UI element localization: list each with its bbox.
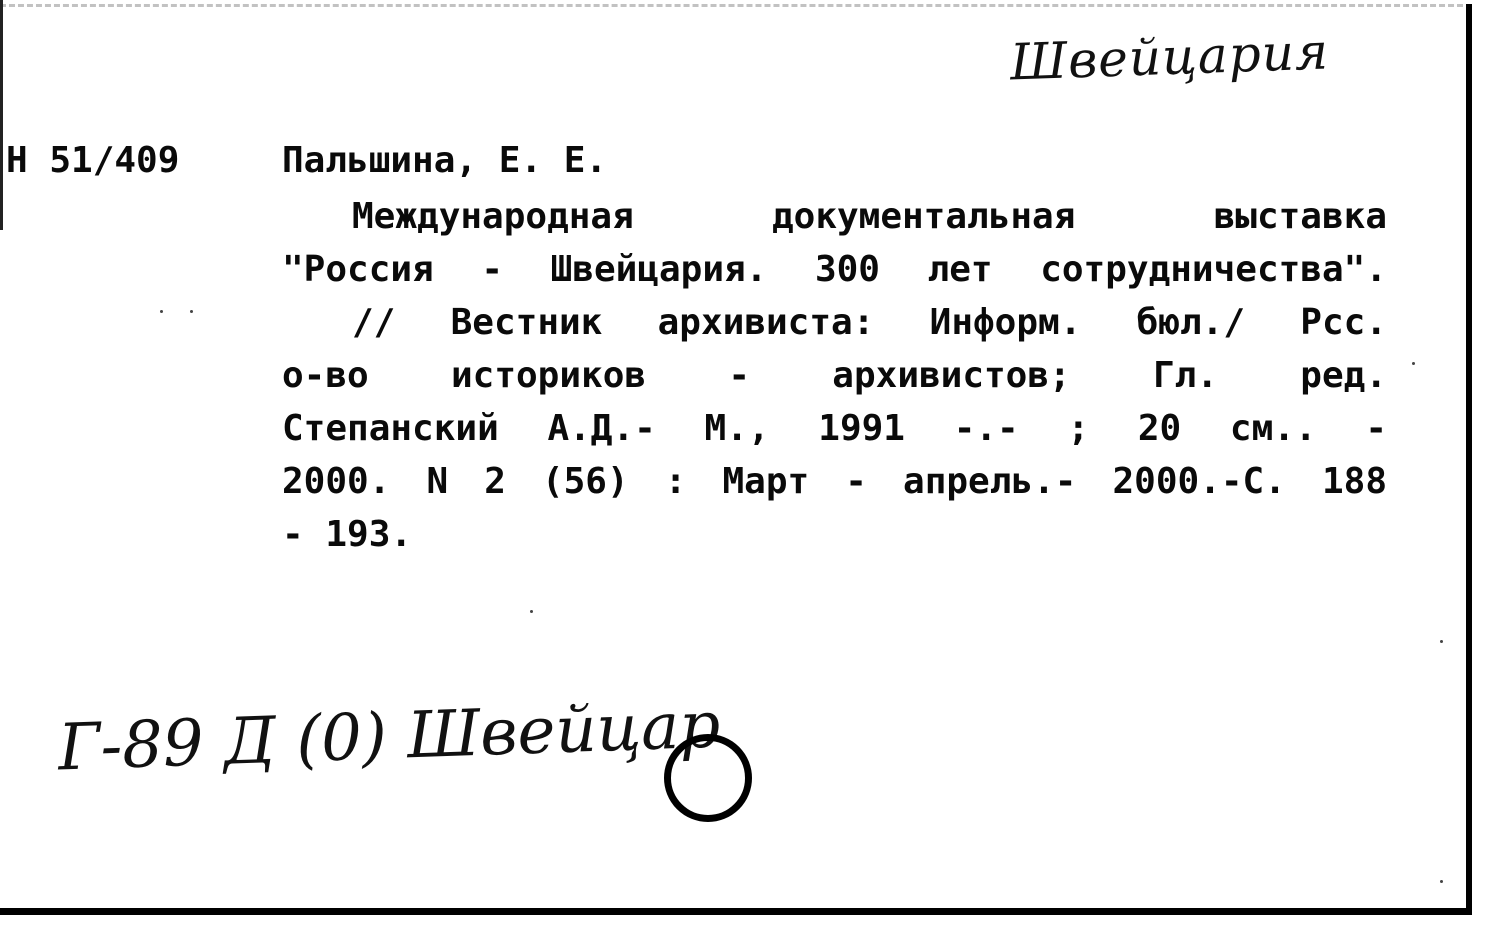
card-right-border: [1466, 4, 1472, 914]
scan-speck: [160, 310, 163, 313]
description-line-2: "Россия - Швейцария. 300 лет сотрудничества".: [282, 249, 1387, 290]
description-line-5: Степанский А.Д.- М., 1991 -.- ; 20 см.. -: [282, 408, 1387, 449]
description-line-4: о-во историков - архивистов; Гл. ред.: [282, 355, 1387, 396]
description-line-6: 2000. N 2 (56) : Март - апрель.- 2000.-С. 188: [282, 461, 1387, 502]
scan-speck: [1440, 880, 1443, 883]
card-left-edge: [0, 0, 3, 230]
card-top-edge: [0, 4, 1472, 11]
subject-heading-handwritten: Швейцария: [1009, 22, 1330, 92]
call-number: Н 51/409: [6, 140, 180, 181]
author-name: Пальшина, Е. Е.: [282, 140, 608, 181]
description-line-7: - 193.: [282, 514, 413, 555]
scan-speck: [1440, 640, 1443, 643]
bibliographic-description: [282, 190, 1387, 561]
description-line-3: // Вестник архивиста: Информ. бюл./ Рсс.: [352, 302, 1387, 343]
scan-speck: [190, 310, 193, 313]
description-line-1: Международная документальная выставка: [352, 196, 1387, 237]
shelf-mark-handwritten: Г-89 Д (0) Швейцар: [56, 688, 722, 786]
scan-speck: [1412, 362, 1415, 365]
card-bottom-border: [0, 908, 1472, 915]
circle-mark-icon: [664, 734, 752, 822]
scan-speck: [530, 610, 533, 613]
